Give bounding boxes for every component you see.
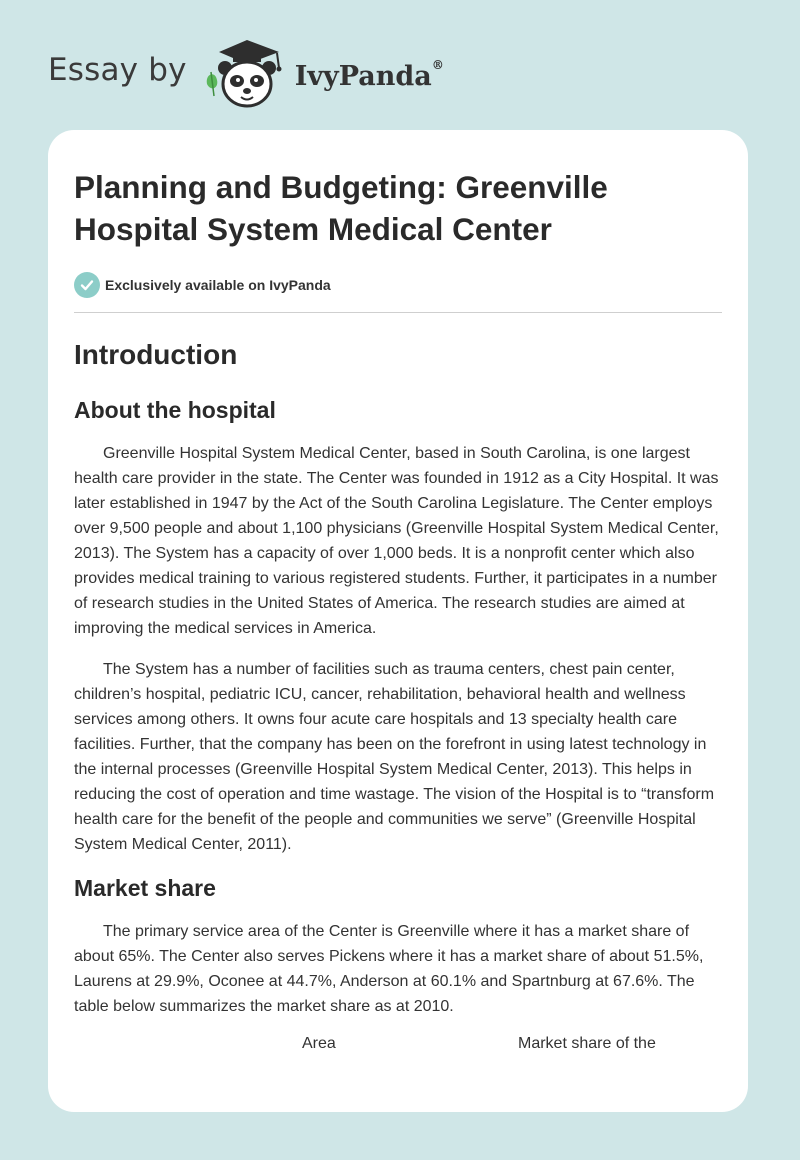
article-card xyxy=(48,130,748,1112)
paragraph-about-2: The System has a number of facilities such as trauma centers, chest pain center, children’s hospital, pediatric ICU, cancer, rehabilitation, behavioral health and wellness services among others. It owns four acute care hospitals and 13 specialty health care facilities. Further, that the company has been on the forefront in using latest technology in the internal processes (Greenville Hospital System Medical Center, 2013). This helps in reducing the cost of operation and time wastage. The vision of the Hospital is to “transform health care for the benefit of the people and communities we serve” (Greenville Hospital System Medical Center, 2011). xyxy=(74,661,715,853)
divider xyxy=(74,312,722,313)
check-badge-icon xyxy=(74,272,100,298)
site-logo[interactable] xyxy=(48,36,444,112)
logo-brand-name xyxy=(294,57,444,92)
article-title: Planning and Budgeting: Greenville Hospital System Medical Center xyxy=(74,169,608,247)
trademark-symbol: ® xyxy=(431,57,444,72)
exclusive-badge xyxy=(74,272,722,298)
table-header-area: Area xyxy=(302,1035,336,1052)
paragraph-about-1: Greenville Hospital System Medical Center, based in South Carolina, is one largest health care provider in the state. The Center was founded in 1912 as a City Hospital. It was later established in 1947 by the Act of the South Carolina Legislature. The Center employs over 9,500 people and about 1,100 physicians (Greenville Hospital System Medical Center, 2013). The System has a capacity of over 1,000 beds. It is a nonprofit center which also provides medical training to various registered students. Further, it participates in a number of research studies in the United States of America. The research studies are aimed at improving the medical services in America. xyxy=(74,445,719,637)
article-content xyxy=(48,166,748,1065)
table-header-market-share: Market share of the xyxy=(518,1035,656,1052)
section-heading-introduction: Introduction xyxy=(74,339,238,370)
paragraph-market-share: The primary service area of the Center is Greenville where it has a market share of about 65%. The Center also serves Pickens where it has a market share of about 51.5%, Laurens at 29.9%, Oconee at 44.7%, Anderson at 60.1% and Spartnburg at 67.6%. The table below summarizes the market share as at 2010. xyxy=(74,923,704,1015)
subheading-about-hospital: About the hospital xyxy=(74,397,276,423)
panda-mascot-icon xyxy=(201,36,293,112)
market-share-table-header xyxy=(74,1035,722,1065)
exclusive-badge-label: Exclusively available on IvyPanda xyxy=(105,277,331,293)
logo-brand-text: IvyPanda xyxy=(294,60,432,92)
logo-prefix: Essay by xyxy=(48,52,187,88)
subheading-market-share: Market share xyxy=(74,875,216,901)
